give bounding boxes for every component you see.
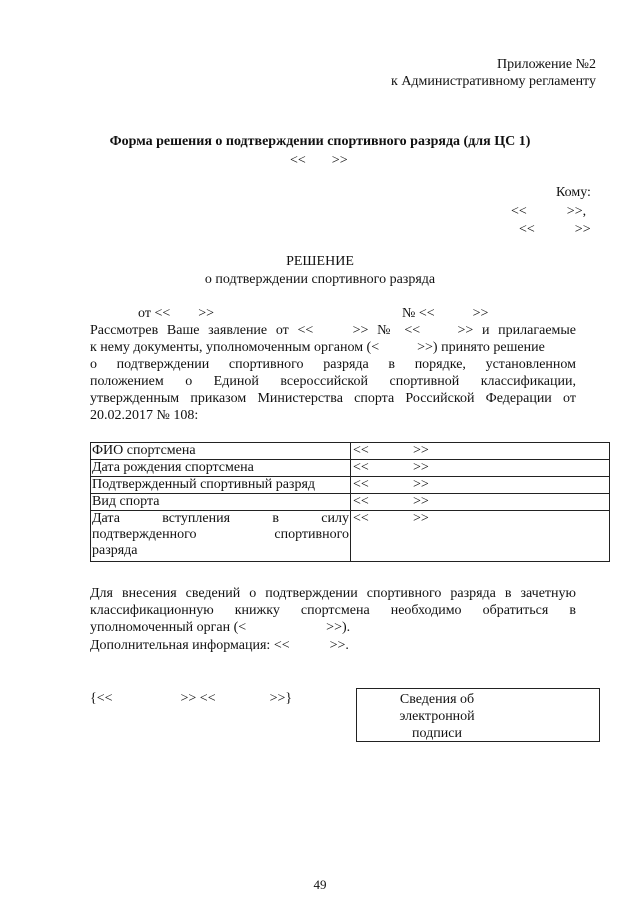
decision-date: от << >> (138, 306, 215, 321)
row-value-rank: << >> (351, 477, 610, 494)
recipient-placeholder-1: << >>, (511, 204, 587, 219)
footer-line-2: классификационную книжку спортсмена необходимо обратиться в (90, 603, 576, 618)
athlete-info-table (90, 442, 610, 562)
recipient-label: Кому: (556, 185, 591, 200)
table-row (91, 443, 610, 460)
row-value-effective-date: << >> (351, 511, 610, 562)
decision-heading: РЕШЕНИЕ (286, 254, 354, 269)
footer-line-1: Для внесения сведений о подтверждении спортивного разряда в зачетную (90, 586, 576, 601)
body-line-4: положением о Единой всероссийской спортивной классификации, (90, 374, 576, 389)
row-label-rank: Подтвержденный спортивный разряд (91, 477, 351, 494)
appendix-label: Приложение №2 (497, 57, 596, 72)
body-line-3: о подтверждении спортивного разряда в порядке, установленном (90, 357, 576, 372)
signature-box-line-3: подписи (412, 726, 462, 741)
row-label-name: ФИО спортсмена (91, 443, 351, 460)
decision-number: № << >> (402, 306, 489, 321)
row-value-birthdate: << >> (351, 460, 610, 477)
page-number: 49 (313, 877, 327, 892)
row-label-effective-date: Дата вступления в силу подтвержденного спортивного разряда (91, 511, 351, 562)
recipient-placeholder-2: << >> (519, 222, 591, 237)
row-value-name: << >> (351, 443, 610, 460)
electronic-signature-box (356, 688, 600, 742)
row-label-birthdate: Дата рождения спортсмена (91, 460, 351, 477)
body-line-1: Рассмотрев Ваше заявление от << >> № << >> и прилагаемые (90, 323, 577, 338)
footer-line-3: уполномоченный орган (< >>). (90, 620, 351, 635)
extra-info-line: Дополнительная информация: << >>. (90, 638, 349, 653)
signature-placeholder: {<< >> << >>} (90, 691, 293, 706)
body-line-5: утвержденным приказом Министерства спорта Российской Федерации от (90, 391, 576, 406)
body-line-6: 20.02.2017 № 108: (90, 408, 199, 423)
table-row (91, 494, 610, 511)
table-row (91, 460, 610, 477)
signature-box-line-2: электронной (399, 709, 475, 724)
regulation-label: к Административному регламенту (391, 74, 596, 89)
row-label-sport: Вид спорта (91, 494, 351, 511)
form-title: Форма решения о подтверждении спортивного разряда (для ЦС 1) (109, 134, 531, 149)
row-value-sport: << >> (351, 494, 610, 511)
table-row (91, 511, 610, 562)
title-placeholder: << >> (290, 153, 348, 168)
decision-subheading: о подтверждении спортивного разряда (204, 272, 436, 287)
body-line-2: к нему документы, уполномоченным органом (< >>) принято решение (90, 340, 545, 355)
signature-box-line-1: Сведения об (399, 692, 475, 707)
table-row (91, 477, 610, 494)
